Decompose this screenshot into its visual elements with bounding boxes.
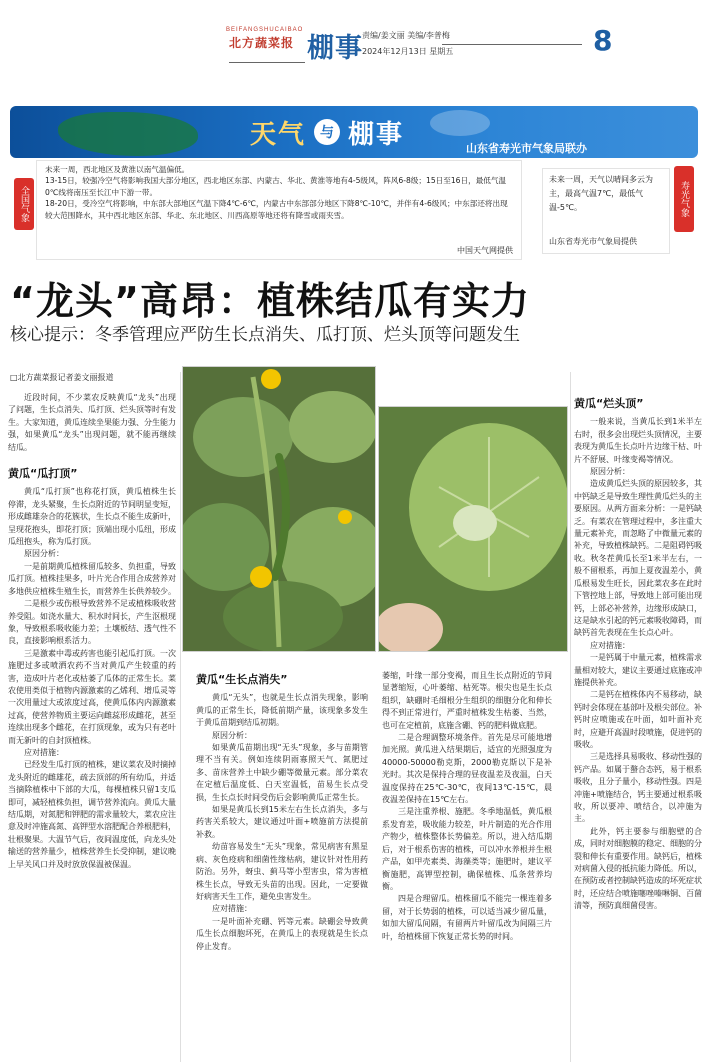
body-paragraph: 幼苗容易发生“无头”现象，常见病害有黑星病、灰色疫病和细菌性缘枯病，建议针对性用药防治。另外，蚜虫、蓟马等小型害虫，常为害植株生长点，导致无头苗的出现。因此，一定要做好病害天生工作，避免虫害发生。 [196,842,368,901]
body-paragraph: 萎缩，叶缘一部分变褐，而且生长点附近的节间显著缩短，心叶萎缩、枯死等。根尖也是生长点组织，缺硼时毛细根分生组织的细胞分化和伸长得不到正常进行，严重时植株发生枯萎、当然，也可在定植前，底施含硼、钙的肥料做底肥。 [382,671,552,730]
label-local-weather: 寿光气象 [674,166,694,232]
masthead [0,0,708,80]
body-paragraph: 造成黄瓜烂头顶的原因较多，其中钙缺乏是导致生理性黄瓜烂头的主要原因。从两方面来分析：一是钙缺乏。有菜农在管理过程中，多注重大量元素补充，而忽略了中微量元素的补充，导致植株缺钙。二是阻碍钙吸收。秋冬茬黄瓜长至1米半左右，一般不留根系，再加上夏夜温差小，黄瓜根易发生旺长，因此菜农多在此时下管控地上部，导致地上部可能出现钙，上部必补营养，边缘形成缺口，这是缺水引起的钙元素吸收障碍，而缺钙首先表现在生长点心叶。 [574,479,702,638]
body-paragraph: 原因分析： [24,549,64,559]
body-paragraph: 二是根少或伤根导致营养不足或植株吸收营养受阻。如浇水量大、积水时间长，产生沤根现象，导致根系吸收能力差；土壤板结、透气性不良，直接影响根系活力。 [8,599,176,646]
article-byline: □北方蔬菜报记者姜文丽报道 [10,373,114,382]
cucumber-leaf-closeup-photo [378,406,568,652]
body-paragraph: 应对措施： [590,640,630,650]
editor-line: 责编/姜文丽 美编/李普梅 [362,31,450,40]
label-national-weather: 全国气象 [14,178,34,230]
body-paragraph: 黄瓜“无头”，也就是生长点消失现象，影响黄瓜的正常生长，降低前期产量，该现象多发生于黄瓜苗期到结瓜初期。 [196,693,368,728]
national-weather-para: 13-15日，较强冷空气将影响我国大部分地区，西北地区东部、内蒙古、华北、黄淮等地有4-5级风，阵风6-8级；15日至16日，最低气温0℃线将南压至长江中下游一带。 [45,176,507,197]
body-paragraph: 二是钙在植株体内不易移动，缺钙时会体现在基部叶及根尖部位。补钙时应喷施或在叶面，如叶面补充时，应避开高温时段喷施，促进钙的吸收。 [574,690,702,749]
weather-title-right: 棚事 [348,119,405,150]
body-paragraph: 此外，钙主要参与细胞壁的合成，同时对细胞膜的稳定、细胞的分裂和伸长有重要作用。缺钙后，植株对病菌入侵的抵抗能力降低。所以，在预防或者控制缺钙造成的坏死症状时，还应结合喷施噻唑嗪啉铜、百菌清等，预防真细菌侵害。 [574,826,702,911]
national-weather-text [36,160,522,260]
column-divider [180,372,181,1062]
paper-name: 北方蔬菜报 [229,36,295,50]
column-divider [570,372,571,1062]
article-column-4 [574,394,702,913]
article-column-1 [8,392,176,871]
body-paragraph: 如果黄瓜苗期出现“无头”现象，多与苗期管理不当有关。例如连续阴雨寡照天气、氮肥过多、苗床营养土中缺少硼等微量元素。部分菜农在定植后温度低、白天室温低，苗易生长点受损，生长点长时间受伤后会影响黄瓜正常生长。 [196,743,368,802]
national-weather-para: 18-20日，受冷空气将影响，中东部大部地区气温下降4℃-6℃，内蒙古中东部部分地区下降8℃-10℃，并伴有4-6级风；中东部还将出现较大范围降水，其中西北地区东部、华北、东北地区、川西高原等地还将有降雪或雨夹雪。 [45,199,508,220]
section-heading-flower-top: 黄瓜“瓜打顶” [8,467,78,481]
body-paragraph: 三是激素中毒或药害也能引起瓜打顶。一次施肥过多或喷洒农药不当对黄瓜产生较重的药害，造成叶片老化或枯萎了瓜体的正常生长。菜农使用类似于植物内源激素的乙烯利、增瓜灵等一次用量过大或浓度过高，使黄瓜体内内源激素过高，使营养物质主要运向雌蕊形成雌花，甚至连续出现多个雌花，在打顶现象，或为只有老叶而无新叶的自封顶植株。 [8,648,176,745]
weather-banner [10,106,698,158]
body-paragraph: 三是选择具易吸收、移动性强的钙产品。如属于螯合态钙，易于根系吸收，且分子量小，移动性强。四是冲施+喷施结合，钙主要通过根系吸收，所以要冲、喷结合，以冲施为主。 [574,752,702,824]
body-paragraph: 一是钙属于中量元素，植株需求量相对较大，建议主要通过底施或冲施提供补充。 [574,653,702,687]
article-subhead: 核心提示：冬季管理应严防生长点消失、瓜打顶、烂头顶等问题发生 [10,325,520,345]
body-paragraph: 应对措施： [212,904,252,914]
weather-panel [10,106,698,264]
body-paragraph: 如果是黄瓜长到15米左右生长点消失，多与药害关系较大，建议通过叶面+喷施前方法提前补救。 [196,805,368,839]
article-column-3 [382,670,552,943]
weather-title [250,112,404,152]
national-weather-source: 中国天气网提供 [457,245,513,255]
paper-pinyin: BEIFANGSHUCAIBAO [226,27,304,33]
cucumber-plant-photo [182,366,376,652]
local-weather-text [542,168,670,254]
cucumber-plant-illustration [183,367,376,652]
body-paragraph: 应对措施： [24,747,64,757]
body-paragraph: 原因分析： [212,730,252,740]
body-paragraph: 四是合理留瓜。植株留瓜不能完一棵连着多留，对于长势弱的植株，可以适当减少留瓜量，如加大留瓜间隔，有留两片叶留瓜改为间隔三片叶，给植株留下恢复正常长势的时间。 [382,894,552,941]
weather-joint-by: 山东省寿光市气象局联办 [466,142,587,155]
body-paragraph: 已经发生瓜打顶的植株，建议菜农及时摘掉龙头附近的雌雄花，疏去顶部的所有幼瓜，并适当摘除植株中下部的大瓜，每棵植株只留1支瓜即可，减轻植株负担，调节营养流向。黄瓜大量结瓜期，对氮肥和钾肥的需求量较大，菜农应注意及时冲施高氮、高钾型水溶肥配合养根肥料，壮根聚果。大温节气后，夜间温度低，向龙头处输送的营养量少，植株营养生长受抑制，建议晚上早关风口并及时放放保温被保温。 [8,760,176,869]
body-paragraph: 二是合理调整环境条件。首先是尽可能地增加光照。黄瓜进入结果期后，适宜的光照强度为40000-50000勒克斯，2000勒克斯以下是补光时。其次是保持合理的昼夜温差及夜温，白天温度保持在25℃-30℃，夜间13℃-15℃，晨夜温差保持在15℃左右。 [382,733,552,805]
body-paragraph: 原因分析： [590,467,630,477]
masthead-rule-right [442,44,582,45]
china-map-icon [58,112,198,156]
article-headline: “龙头”高昂：植株结瓜有实力 [10,279,530,323]
body-paragraph: 一是前期黄瓜植株留瓜较多、负担重，导致瓜打顶。植株挂果多，叶片光合作用合成营养对多地供应植株生殖生长，而营养生长供养较少。 [8,561,176,596]
weather-title-left: 天气 [250,119,307,150]
page-number: 8 [593,24,613,57]
section-name: 棚事 [307,33,363,64]
cloud-icon [430,110,490,136]
intro-paragraph: 近段时间，不少菜农反映黄瓜“龙头”出现了问题，生长点消失、瓜打顶、烂头顶等时有发生。大家知道，黄瓜连续坐果能力强、分生能力强，如果黄瓜“龙头”出现问题，就不能再继续结瓜。 [8,393,176,452]
national-weather-para: 未来一周，西北地区及黄淮以南气温偏低。 [45,165,190,174]
local-weather-para: 未来一周，天气以晴间多云为主，最高气温7℃，最低气温-5℃。 [549,175,653,212]
body-paragraph: 一是叶面补充硼、钙等元素。缺硼会导致黄瓜生长点细胞坏死，在黄瓜上的表现就是生长点停止发育。 [196,916,368,951]
body-paragraph: 三是注重养根、施肥。冬季地温低，黄瓜根系发育差，吸收能力较差，叶片制造的光合作用产物少，植株整体长势偏差。所以，进入结瓜期后，对于根系伤害的植株，可以冲水养根并生根产品，如甲壳素类、海藻类等；施肥时，建议平衡施肥，高钾型控制，确保植株、瓜条营养均衡。 [382,807,552,891]
section-heading-rotten-top: 黄瓜“烂头顶” [574,397,644,410]
article-column-2 [196,670,368,953]
body-paragraph: 一般来说，当黄瓜长到1米半左右时，很多会出现烂头顶情况，主要表现为黄瓜生长点叶片边缘干枯、叶片不舒展、叶缘变褐等情况。 [574,417,702,464]
body-paragraph: 黄瓜“瓜打顶”也称花打顶，黄瓜植株生长停滞，龙头紧聚，生长点附近的节间明显变短，形成雌雄杂合的花簇状，生长点不能生成新叶，呈现花抱头，即花打顶；顶端出现小瓜纽，形成瓜纽抱头，称为瓜打顶。 [8,487,176,547]
section-heading-growth-point: 黄瓜“生长点消失” [196,673,288,686]
date-line: 2024年12月13日 星期五 [362,47,454,56]
cucumber-leaf-illustration [379,407,568,652]
masthead-rule-left [229,62,305,63]
local-weather-source: 山东省寿光市气象局提供 [549,237,637,246]
weather-title-connector: 与 [314,119,340,145]
